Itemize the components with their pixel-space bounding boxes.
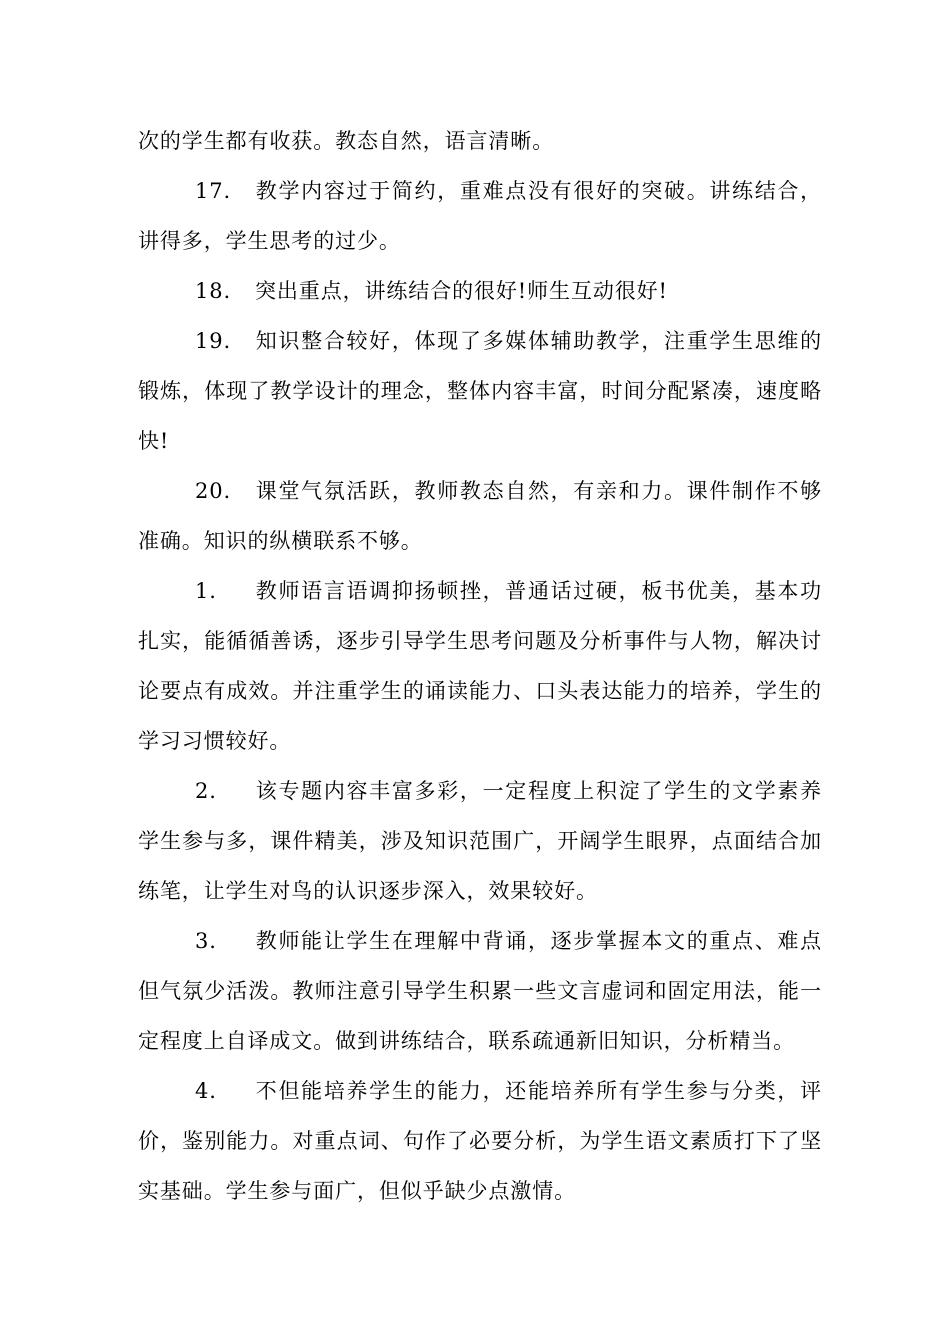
paragraph-text: 教学内容过于简约，重难点没有很好的突破。讲练结合，讲得多，学生思考的过少。	[138, 179, 822, 253]
paragraph-continued	[138, 116, 822, 166]
document-body	[138, 116, 822, 1216]
paragraph-number: 4.	[195, 1079, 217, 1103]
paragraph-number: 18.	[195, 279, 232, 303]
paragraph-18	[138, 266, 822, 316]
paragraph-number: 2.	[195, 779, 217, 803]
paragraph-text: 知识整合较好，体现了多媒体辅助教学，注重学生思维的锻炼，体现了教学设计的理念，整体内容丰富，时间分配紧凑，速度略快!	[138, 329, 822, 453]
paragraph-19	[138, 316, 822, 466]
paragraph-number: 3.	[195, 929, 217, 953]
paragraph-text: 该专题内容丰富多彩，一定程度上积淀了学生的文学素养学生参与多，课件精美，涉及知识范围广，开阔学生眼界，点面结合加练笔，让学生对鸟的认识逐步深入，效果较好。	[138, 779, 822, 903]
paragraph-3	[138, 916, 822, 1066]
paragraph-20	[138, 466, 822, 566]
paragraph-17	[138, 166, 822, 266]
paragraph-2	[138, 766, 822, 916]
paragraph-text: 教师语言语调抑扬顿挫，普通话过硬，板书优美，基本功扎实，能循循善诱，逐步引导学生思考问题及分析事件与人物，解决讨论要点有成效。并注重学生的诵读能力、口头表达能力的培养，学生的学习习惯较好。	[138, 579, 822, 753]
paragraph-1	[138, 566, 822, 766]
paragraph-text: 教师能让学生在理解中背诵，逐步掌握本文的重点、难点但气氛少活泼。教师注意引导学生积累一些文言虚词和固定用法，能一定程度上自译成文。做到讲练结合，联系疏通新旧知识，分析精当。	[138, 929, 822, 1053]
paragraph-text: 次的学生都有收获。教态自然，语言清晰。	[138, 129, 555, 153]
paragraph-text: 突出重点，讲练结合的很好!师生互动很好!	[255, 279, 668, 303]
paragraph-number: 1.	[195, 579, 217, 603]
paragraph-number: 19.	[195, 329, 232, 353]
paragraph-4	[138, 1066, 822, 1216]
paragraph-number: 17.	[195, 179, 232, 203]
paragraph-number: 20.	[195, 479, 232, 503]
paragraph-text: 不但能培养学生的能力，还能培养所有学生参与分类，评价，鉴别能力。对重点词、句作了必要分析，为学生语文素质打下了坚实基础。学生参与面广，但似乎缺少点激情。	[138, 1079, 822, 1203]
paragraph-text: 课堂气氛活跃，教师教态自然，有亲和力。课件制作不够准确。知识的纵横联系不够。	[138, 479, 822, 553]
